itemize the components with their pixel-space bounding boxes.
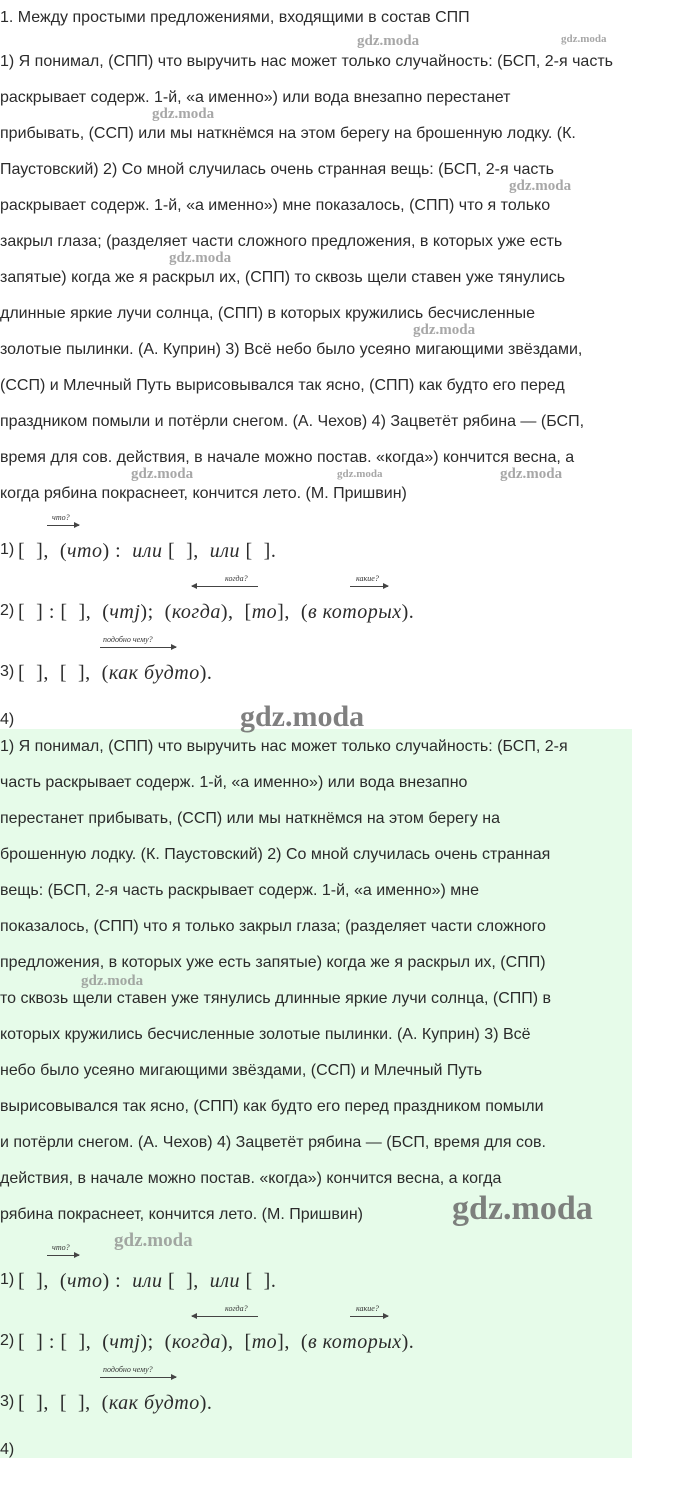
arrow-icon (350, 586, 388, 587)
arrow-icon (350, 1316, 388, 1317)
watermark: gdz.moda (152, 106, 215, 122)
arrow-icon (192, 586, 258, 587)
scheme-note: подобно чему? (103, 1365, 153, 1374)
scheme-number: 4) (0, 1441, 15, 1458)
watermark: gdz.moda (413, 322, 476, 338)
arrow-icon (47, 1255, 79, 1256)
scheme-3 (0, 645, 660, 685)
arrow-icon (47, 525, 79, 526)
scheme-2 (0, 1314, 660, 1354)
watermark: gdz.moda (357, 33, 420, 49)
scheme-number: 3) (0, 1393, 15, 1410)
watermark: gdz.moda (509, 178, 572, 194)
watermark: gdz.moda (337, 468, 383, 480)
scheme-formula: [ ], [ ], (как будто). (18, 662, 213, 684)
scheme-number: 1) (0, 1271, 15, 1288)
scheme-formula: [ ] : [ ], (чтj); (когда), [то], (в которых). (18, 1331, 415, 1353)
scheme-1 (0, 523, 660, 563)
scheme-3 (0, 1375, 660, 1415)
arrow-icon (100, 1377, 176, 1378)
scheme-formula: [ ], (что) : или [ ], или [ ]. (18, 540, 277, 562)
scheme-number: 2) (0, 602, 15, 619)
scheme-note: когда? (225, 574, 248, 583)
answer-body: 1) Я понимал, (СПП) что выручить нас может только случайность: (БСП, 2-я часть раскрывает содерж. 1-й, «а именно») или вода внезапно перестанет прибывать, (ССП) или мы наткнёмся на этом берегу на брошенную лодку. (К. Паустовский) 2) Со мной случилась очень странная вещь: (БСП, 2-я часть раскрывает содерж. 1-й, «а именно») мне показалось, (СПП) что я только закрыл глаза; (разделяет части сложного предложения, в которых уже есть запятые) когда же я раскрыл их, (СПП) то сквозь щели ставен уже тянулись длинные яркие лучи солнца, (СПП) в которых кружились бесчисленные золотые пылинки. (А. Куприн) 3) Всё небо было усеяно мигающими звёздами, (ССП) и Млечный Путь вырисовывался так ясно, (СПП) как будто его перед праздником помыли и потёрли снегом. (А. Чехов) 4) Зацветёт рябина — (БСП, время для сов. действия, в начале можно постав. «когда») кончится весна, а когда рябина покраснеет, кончится лето. (М. Пришвин) (0, 738, 568, 1223)
watermark: gdz.moda (81, 973, 144, 989)
arrow-icon (192, 1316, 258, 1317)
scheme-note: подобно чему? (103, 635, 153, 644)
answer-panel (0, 729, 632, 1458)
scheme-note: когда? (225, 1304, 248, 1313)
scheme-number: 2) (0, 1332, 15, 1349)
scheme-note: что? (52, 1243, 70, 1252)
scheme-formula: [ ], [ ], (как будто). (18, 1392, 213, 1414)
watermark: gdz.moda (114, 1230, 193, 1251)
watermark: gdz.moda (500, 466, 563, 482)
scheme-note: какие? (356, 574, 379, 583)
scheme-number: 3) (0, 663, 15, 680)
scheme-note: какие? (356, 1304, 379, 1313)
watermark: gdz.moda (240, 700, 365, 733)
scheme-note: что? (52, 513, 70, 522)
scheme-number: 1) (0, 541, 15, 558)
scheme-2 (0, 584, 660, 624)
scheme-formula: [ ], (что) : или [ ], или [ ]. (18, 1270, 277, 1292)
scheme-formula: [ ] : [ ], (чтj); (когда), [то], (в которых). (18, 601, 415, 623)
scheme-number: 4) (0, 711, 15, 728)
watermark: gdz.moda (169, 250, 232, 266)
task-heading: 1. Между простыми предложениями, входящими в состав СПП (0, 9, 470, 26)
scheme-4 (0, 1423, 660, 1463)
watermark: gdz.moda (452, 1190, 593, 1227)
watermark: gdz.moda (561, 33, 607, 45)
scheme-1 (0, 1253, 660, 1293)
watermark: gdz.moda (131, 466, 194, 482)
arrow-icon (100, 647, 176, 648)
task-body: 1) Я понимал, (СПП) что выручить нас может только случайность: (БСП, 2-я часть раскрывает содерж. 1-й, «а именно») или вода внезапно перестанет прибывать, (ССП) или мы наткнёмся на этом берегу на брошенную лодку. (К. Паустовский) 2) Со мной случилась очень странная вещь: (БСП, 2-я часть раскрывает содерж. 1-й, «а именно») мне показалось, (СПП) что я только закрыл глаза; (разделяет части сложного предложения, в которых уже есть запятые) когда же я раскрыл их, (СПП) то сквозь щели ставен уже тянулись длинные яркие лучи солнца, (СПП) в которых кружились бесчисленные золотые пылинки. (А. Куприн) 3) Всё небо было усеяно мигающими звёздами, (ССП) и Млечный Путь вырисовывался так ясно, (СПП) как будто его перед праздником помыли и потёрли снегом. (А. Чехов) 4) Зацветёт рябина — (БСП, время для сов. действия, в начале можно постав. «когда») кончится весна, а когда рябина покраснеет, кончится лето. (М. Пришвин) (0, 53, 613, 502)
